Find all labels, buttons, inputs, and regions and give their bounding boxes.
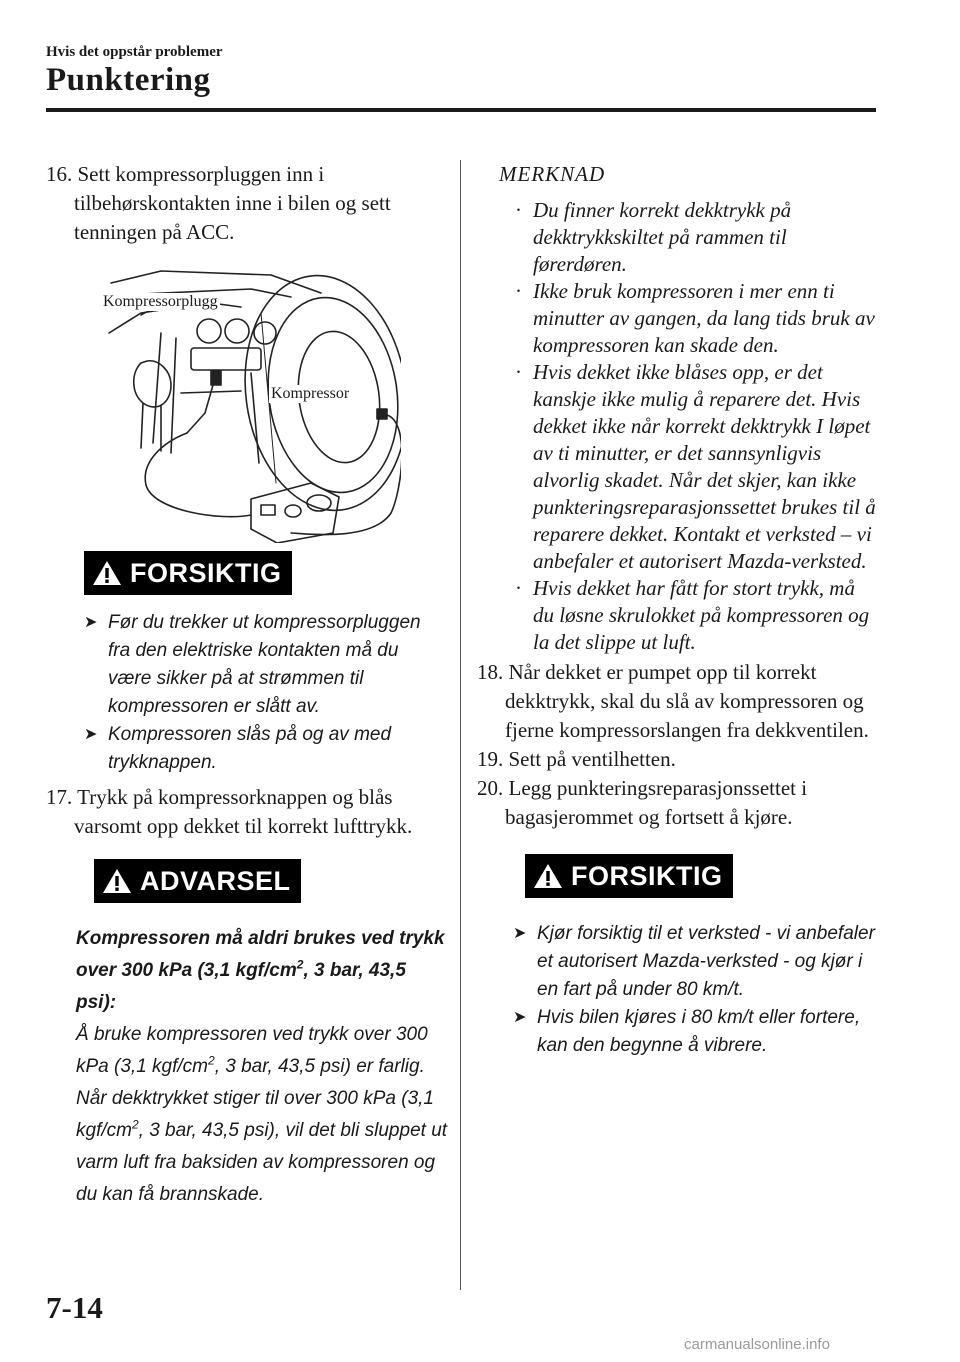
step-text: Når dekket er pumpet opp til korrekt dekktrykk, skal du slå av kompressoren og fjerne kompressorslangen fra dekkventilen.: [505, 660, 869, 742]
note-item: · Hvis dekket ikke blåses opp, er det kanskje ikke mulig å reparere det. Hvis dekket ikke når korrekt dekktrykk I løpet av ti minutter, er det sannsynligvis alvorlig skadet. Når det skjer, kan ikke punkteringsreparasjonssettet brukes til å reparere dekket. Kontakt et verksted – vi anbefaler et autorisert Mazda-verksted.: [515, 360, 876, 573]
step-text: Sett kompressorpluggen inn i tilbehørskontakten inne i bilen og sett tenningen på ACC.: [74, 162, 391, 244]
warning-heading: Kompressoren må aldri brukes ved trykk over 300 kPa (3,1 kgf/$cm^2$, 3 bar, 43,5 psi):: [76, 928, 445, 1013]
warning-triangle-icon: [92, 560, 122, 586]
section-label: Hvis det oppstår problemer: [46, 44, 223, 60]
warning-label: ADVARSEL: [140, 865, 291, 896]
step-20: [477, 774, 877, 832]
step-number: 18.: [477, 660, 504, 684]
arrow-bullet-icon: ➤: [84, 614, 98, 631]
caution-item: ➤ Kjør forsiktig til et verksted - vi anbefaler et autorisert Mazda-verksted - og kjør i en fart på under 80 km/t.: [509, 920, 877, 1004]
caution-item: ➤ Kompressoren slås på og av med trykknappen.: [80, 721, 442, 777]
note-item: · Du finner korrekt dekktrykk på dekktrykkskiltet på rammen til førerdøren.: [515, 198, 792, 276]
page-number: 7-14: [46, 1290, 103, 1325]
left-column: [46, 160, 448, 1211]
step-19: [477, 745, 877, 774]
arrow-bullet-icon: ➤: [513, 1009, 527, 1026]
warning-text: [76, 923, 448, 1211]
note-item: · Ikke bruk kompressoren i mer enn ti minutter av gangen, da lang tids bruk av kompressoren kan skade den.: [515, 279, 875, 357]
caution-badge: [525, 854, 733, 898]
arrow-bullet-icon: ➤: [84, 726, 98, 743]
compressor-illustration: [101, 253, 401, 543]
header-rule: [46, 108, 876, 112]
step-number: 16.: [46, 162, 73, 186]
warning-badge: [94, 859, 301, 903]
column-divider: [460, 160, 461, 1290]
step-text: Trykk på kompressorknappen og blås varsomt opp dekket til korrekt lufttrykk.: [74, 785, 413, 838]
label-compressor: Kompressor: [271, 385, 350, 402]
dot-bullet-icon: ·: [515, 279, 522, 303]
warning-body: Å bruke kompressoren ved trykk over 300 kPa (3,1 kgf/$cm^2$, 3 bar, 43,5 psi) er farlig. Når dekktrykket stiger til over 300 kPa (3,1 kgf/$cm^2$, 3 bar, 43,5 psi), vil det bli sluppet ut varm luft fra baksiden av kompressoren og du kan få brannskade.: [76, 1024, 448, 1205]
arrow-bullet-icon: ➤: [513, 925, 527, 942]
step-number: 17.: [46, 785, 73, 809]
warning-triangle-icon: [533, 863, 563, 889]
note-list: [513, 197, 877, 656]
note-title: MERKNAD: [499, 162, 606, 186]
label-compressor-plug: Kompressorplugg: [103, 293, 218, 310]
step-17: [46, 783, 442, 841]
caution-list-2: [509, 920, 877, 1060]
dot-bullet-icon: ·: [515, 576, 522, 600]
step-18: [477, 658, 877, 745]
right-column: [477, 160, 877, 1060]
caution-badge: [84, 551, 292, 595]
caution-label: FORSIKTIG: [130, 557, 282, 588]
watermark: carmanualsonline.info: [684, 1336, 830, 1353]
step-number: 19.: [477, 747, 504, 771]
step-16: [46, 160, 442, 247]
step-text: Legg punkteringsreparasjonssettet i bagasjerommet og fortsett å kjøre.: [505, 776, 808, 829]
dot-bullet-icon: ·: [515, 360, 522, 384]
step-number: 20.: [477, 776, 504, 800]
step-text: Sett på ventilhetten.: [508, 747, 676, 771]
caution-label: FORSIKTIG: [571, 860, 723, 891]
caution-list-1: [80, 609, 442, 777]
caution-item: ➤ Før du trekker ut kompressorpluggen fra den elektriske kontakten må du være sikker på at strømmen til kompressoren er slått av.: [80, 609, 442, 721]
note-item: · Hvis dekket har fått for stort trykk, må du løsne skrulokket på kompressoren og la det slippe ut luft.: [515, 576, 870, 654]
caution-item: ➤ Hvis bilen kjøres i 80 km/t eller fortere, kan den begynne å vibrere.: [509, 1004, 877, 1060]
warning-triangle-icon: [102, 868, 132, 894]
chapter-title: Punktering: [46, 62, 211, 98]
dot-bullet-icon: ·: [515, 198, 522, 222]
